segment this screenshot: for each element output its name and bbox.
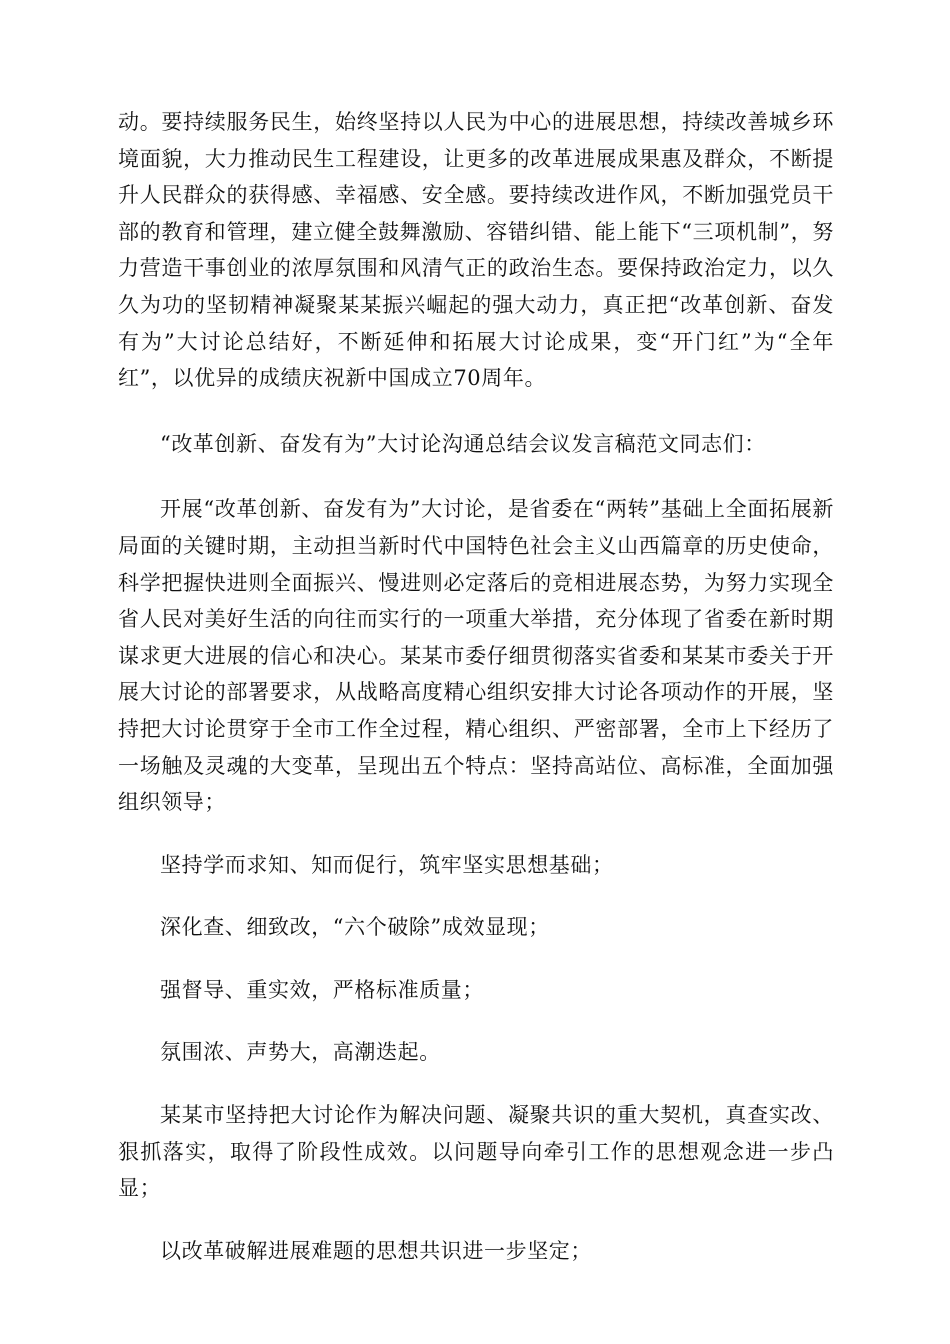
paragraph-main: 开展“改革创新、奋发有为”大讨论，是省委在“两转”基础上全面拓展新局面的关键时期，主动担当新时代中国特色社会主义山西篇章的历史使命，科学把握快进则全面振兴、慢进则必定落后的竞相进展态势，为努力实现全省人民对美好生活的向往而实行的一项重大举措，充分体现了省委在新时期谋求更大进展的信心和决心。某某市委仔细贯彻落实省委和某某市委关于开展大讨论的部署要求，从战略高度精心组织安排大讨论各项动作的开展，坚持把大讨论贯穿于全市工作全过程，精心组织、严密部署，全市上下经历了一场触及灵魂的大变革，呈现出五个特点：坚持高站位、高标准，全面加强组织领导； <box>118 497 834 815</box>
paragraph-continuation: 动。要持续服务民生，始终坚持以人民为中心的进展思想，持续改善城乡环境面貌，大力推动民生工程建设，让更多的改革进展成果惠及群众，不断提升人民群众的获得感、幸福感、安全感。要持续改进作风，不断加强党员干部的教育和管理，建立健全鼓舞激励、容错纠错、能上能下“三项机制”，努力营造干事创业的浓厚氛围和风清气正的政治生态。要保持政治定力，以久久为功的坚韧精神凝聚某某振兴崛起的强大动力，真正把“改革创新、奋发有为”大讨论总结好，不断延伸和拓展大讨论成果，变“开门红”为“全年红”，以优异的成绩庆祝新中国成立70周年。 <box>118 110 834 391</box>
document-body <box>118 104 834 1269</box>
paragraph-consensus: 以改革破解进展难题的思想共识进一步坚定； <box>160 1238 592 1263</box>
paragraph-point-supervision: 强督导、重实效，严格标准质量； <box>160 977 484 1002</box>
paragraph-results: 某某市坚持把大讨论作为解决问题、凝聚共识的重大契机，真查实改、狠抓落实，取得了阶段性成效。以问题导向牵引工作的思想观念进一步凸显； <box>118 1103 834 1201</box>
paragraph-point-reform: 深化查、细致改，“六个破除”成效显现； <box>160 915 550 940</box>
paragraph-point-study: 坚持学而求知、知而促行，筑牢坚实思想基础； <box>160 852 614 877</box>
paragraph-point-atmosphere: 氛围浓、声势大，高潮迭起。 <box>160 1040 441 1065</box>
paragraph-speech-title: “改革创新、奋发有为”大讨论沟通总结会议发言稿范文同志们： <box>160 431 766 456</box>
